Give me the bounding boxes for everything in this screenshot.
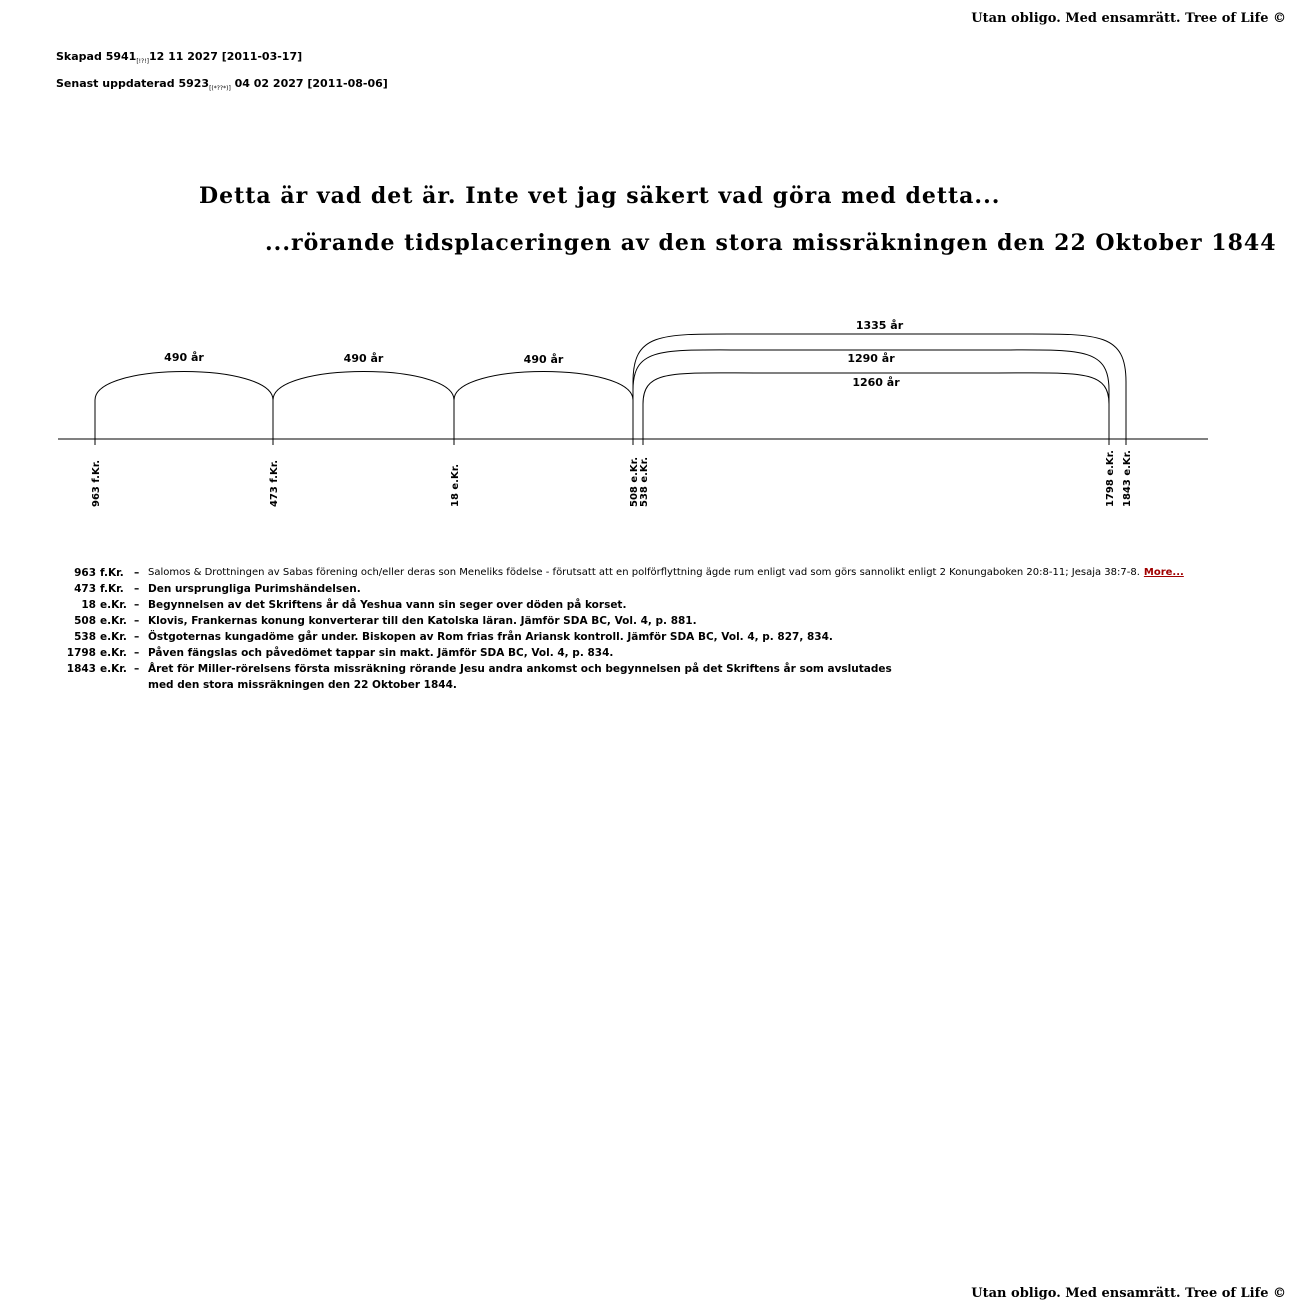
- more-link[interactable]: More...: [1143, 567, 1184, 578]
- legend-item: [56, 613, 1184, 629]
- timeline-span-arc: [95, 372, 273, 440]
- timeline-point-label: 18 e.Kr.: [450, 463, 461, 507]
- created-value: 5941: [105, 50, 137, 63]
- legend-item: [56, 581, 1184, 597]
- legend-list: [56, 565, 1184, 693]
- legend-year: 1798: [66, 647, 96, 659]
- created-date-text: 12 11 2027 [2011-03-17]: [149, 50, 303, 63]
- page-title-line-1: Detta är vad det är. Inte vet jag säkert vad göra med detta...: [199, 183, 1001, 209]
- updated-date: [56, 77, 388, 92]
- legend-item: [56, 645, 1184, 661]
- legend-dash: –: [134, 599, 140, 611]
- copyright-notice-top: Utan obligo. Med ensamrätt. Tree of Life ©: [971, 11, 1286, 26]
- created-sub: [!?!]: [136, 58, 149, 66]
- timeline-span-label: 1260 år: [852, 376, 900, 389]
- legend-item: [56, 661, 1184, 677]
- legend-era: f.Kr.: [100, 583, 124, 595]
- legend-year: 508: [74, 615, 96, 627]
- updated-label: Senast uppdaterad: [56, 77, 175, 90]
- legend-dash: –: [134, 615, 140, 627]
- timeline-span-label: 490 år: [343, 352, 384, 365]
- timeline-point-label: 1843 e.Kr.: [1122, 450, 1133, 507]
- timeline-span-label: 490 år: [523, 353, 564, 366]
- legend-text: Påven fängslas och påvedömet tappar sin makt. Jämför SDA BC, Vol. 4, p. 834.: [148, 647, 614, 659]
- legend-text: Den ursprungliga Purimshändelsen.: [148, 583, 361, 595]
- updated-sub: [(*??*)]: [209, 85, 231, 93]
- legend-item: [56, 565, 1184, 581]
- timeline-point-label: 473 f.Kr.: [269, 459, 280, 507]
- legend-dash: –: [134, 583, 140, 595]
- legend-year: 1843: [66, 663, 96, 675]
- legend-era: f.Kr.: [100, 567, 124, 579]
- updated-value: 5923: [178, 77, 210, 90]
- timeline-span-label: 490 år: [164, 351, 204, 364]
- legend-era: e.Kr.: [100, 647, 127, 659]
- timeline-point-label: 963 f.Kr.: [91, 459, 102, 507]
- legend-era: e.Kr.: [100, 663, 127, 675]
- timeline-span-label: 1290 år: [847, 352, 895, 365]
- legend-year: 538: [74, 631, 96, 643]
- legend-year: 963: [74, 567, 96, 579]
- legend-dash: –: [134, 567, 140, 579]
- legend-text: Östgoternas kungadöme går under. Biskopen av Rom frias från Ariansk kontroll. Jämför SDA BC, Vol. 4, p. 827, 834.: [148, 631, 833, 643]
- legend-text: Begynnelsen av det Skriftens år då Yeshua vann sin seger over döden på korset.: [148, 599, 627, 611]
- timeline-span-arc: [273, 372, 454, 440]
- legend-era: e.Kr.: [100, 615, 127, 627]
- legend-text-continued: med den stora missräkningen den 22 Oktober 1844.: [148, 679, 457, 691]
- legend-dash: –: [134, 663, 140, 675]
- legend-text: Året för Miller-rörelsens första missräkning rörande Jesu andra ankomst och begynnelsen på det Skriftens år som avslutades: [148, 663, 892, 675]
- timeline-point-label: 508 e.Kr.: [629, 457, 640, 507]
- legend-era: e.Kr.: [100, 631, 127, 643]
- page-title-line-2: ...rörande tidsplaceringen av den stora missräkningen den 22 Oktober 1844: [265, 230, 1277, 256]
- copyright-notice-bottom: Utan obligo. Med ensamrätt. Tree of Life ©: [971, 1286, 1286, 1301]
- legend-item: [56, 597, 1184, 613]
- legend-era: e.Kr.: [100, 599, 127, 611]
- legend-dash: –: [134, 631, 140, 643]
- legend-text: Klovis, Frankernas konung konverterar till den Katolska läran. Jämför SDA BC, Vol. 4, p. 881.: [148, 615, 697, 627]
- timeline-span-arc: [454, 372, 633, 440]
- legend-year: 18: [81, 599, 96, 611]
- created-label: Skapad: [56, 50, 102, 63]
- legend-year: 473: [74, 583, 96, 595]
- timeline-point-label: 538 e.Kr.: [639, 457, 650, 507]
- legend-text: Salomos & Drottningen av Sabas förening och/eller deras son Meneliks födelse - förutsatt att en polförflyttning ägde rum enligt vad som görs sannolikt enligt 2 Konungaboken 20:8-11; Jesaja 38:7-8. More...: [148, 567, 1184, 578]
- timeline-point-label: 1798 e.Kr.: [1105, 450, 1116, 507]
- legend-item: [56, 629, 1184, 645]
- timeline-span-label: 1335 år: [855, 319, 904, 332]
- legend-dash: –: [134, 647, 140, 659]
- timeline-diagram: [0, 300, 1306, 530]
- updated-date-text: 04 02 2027 [2011-08-06]: [234, 77, 388, 90]
- created-date: [56, 50, 302, 65]
